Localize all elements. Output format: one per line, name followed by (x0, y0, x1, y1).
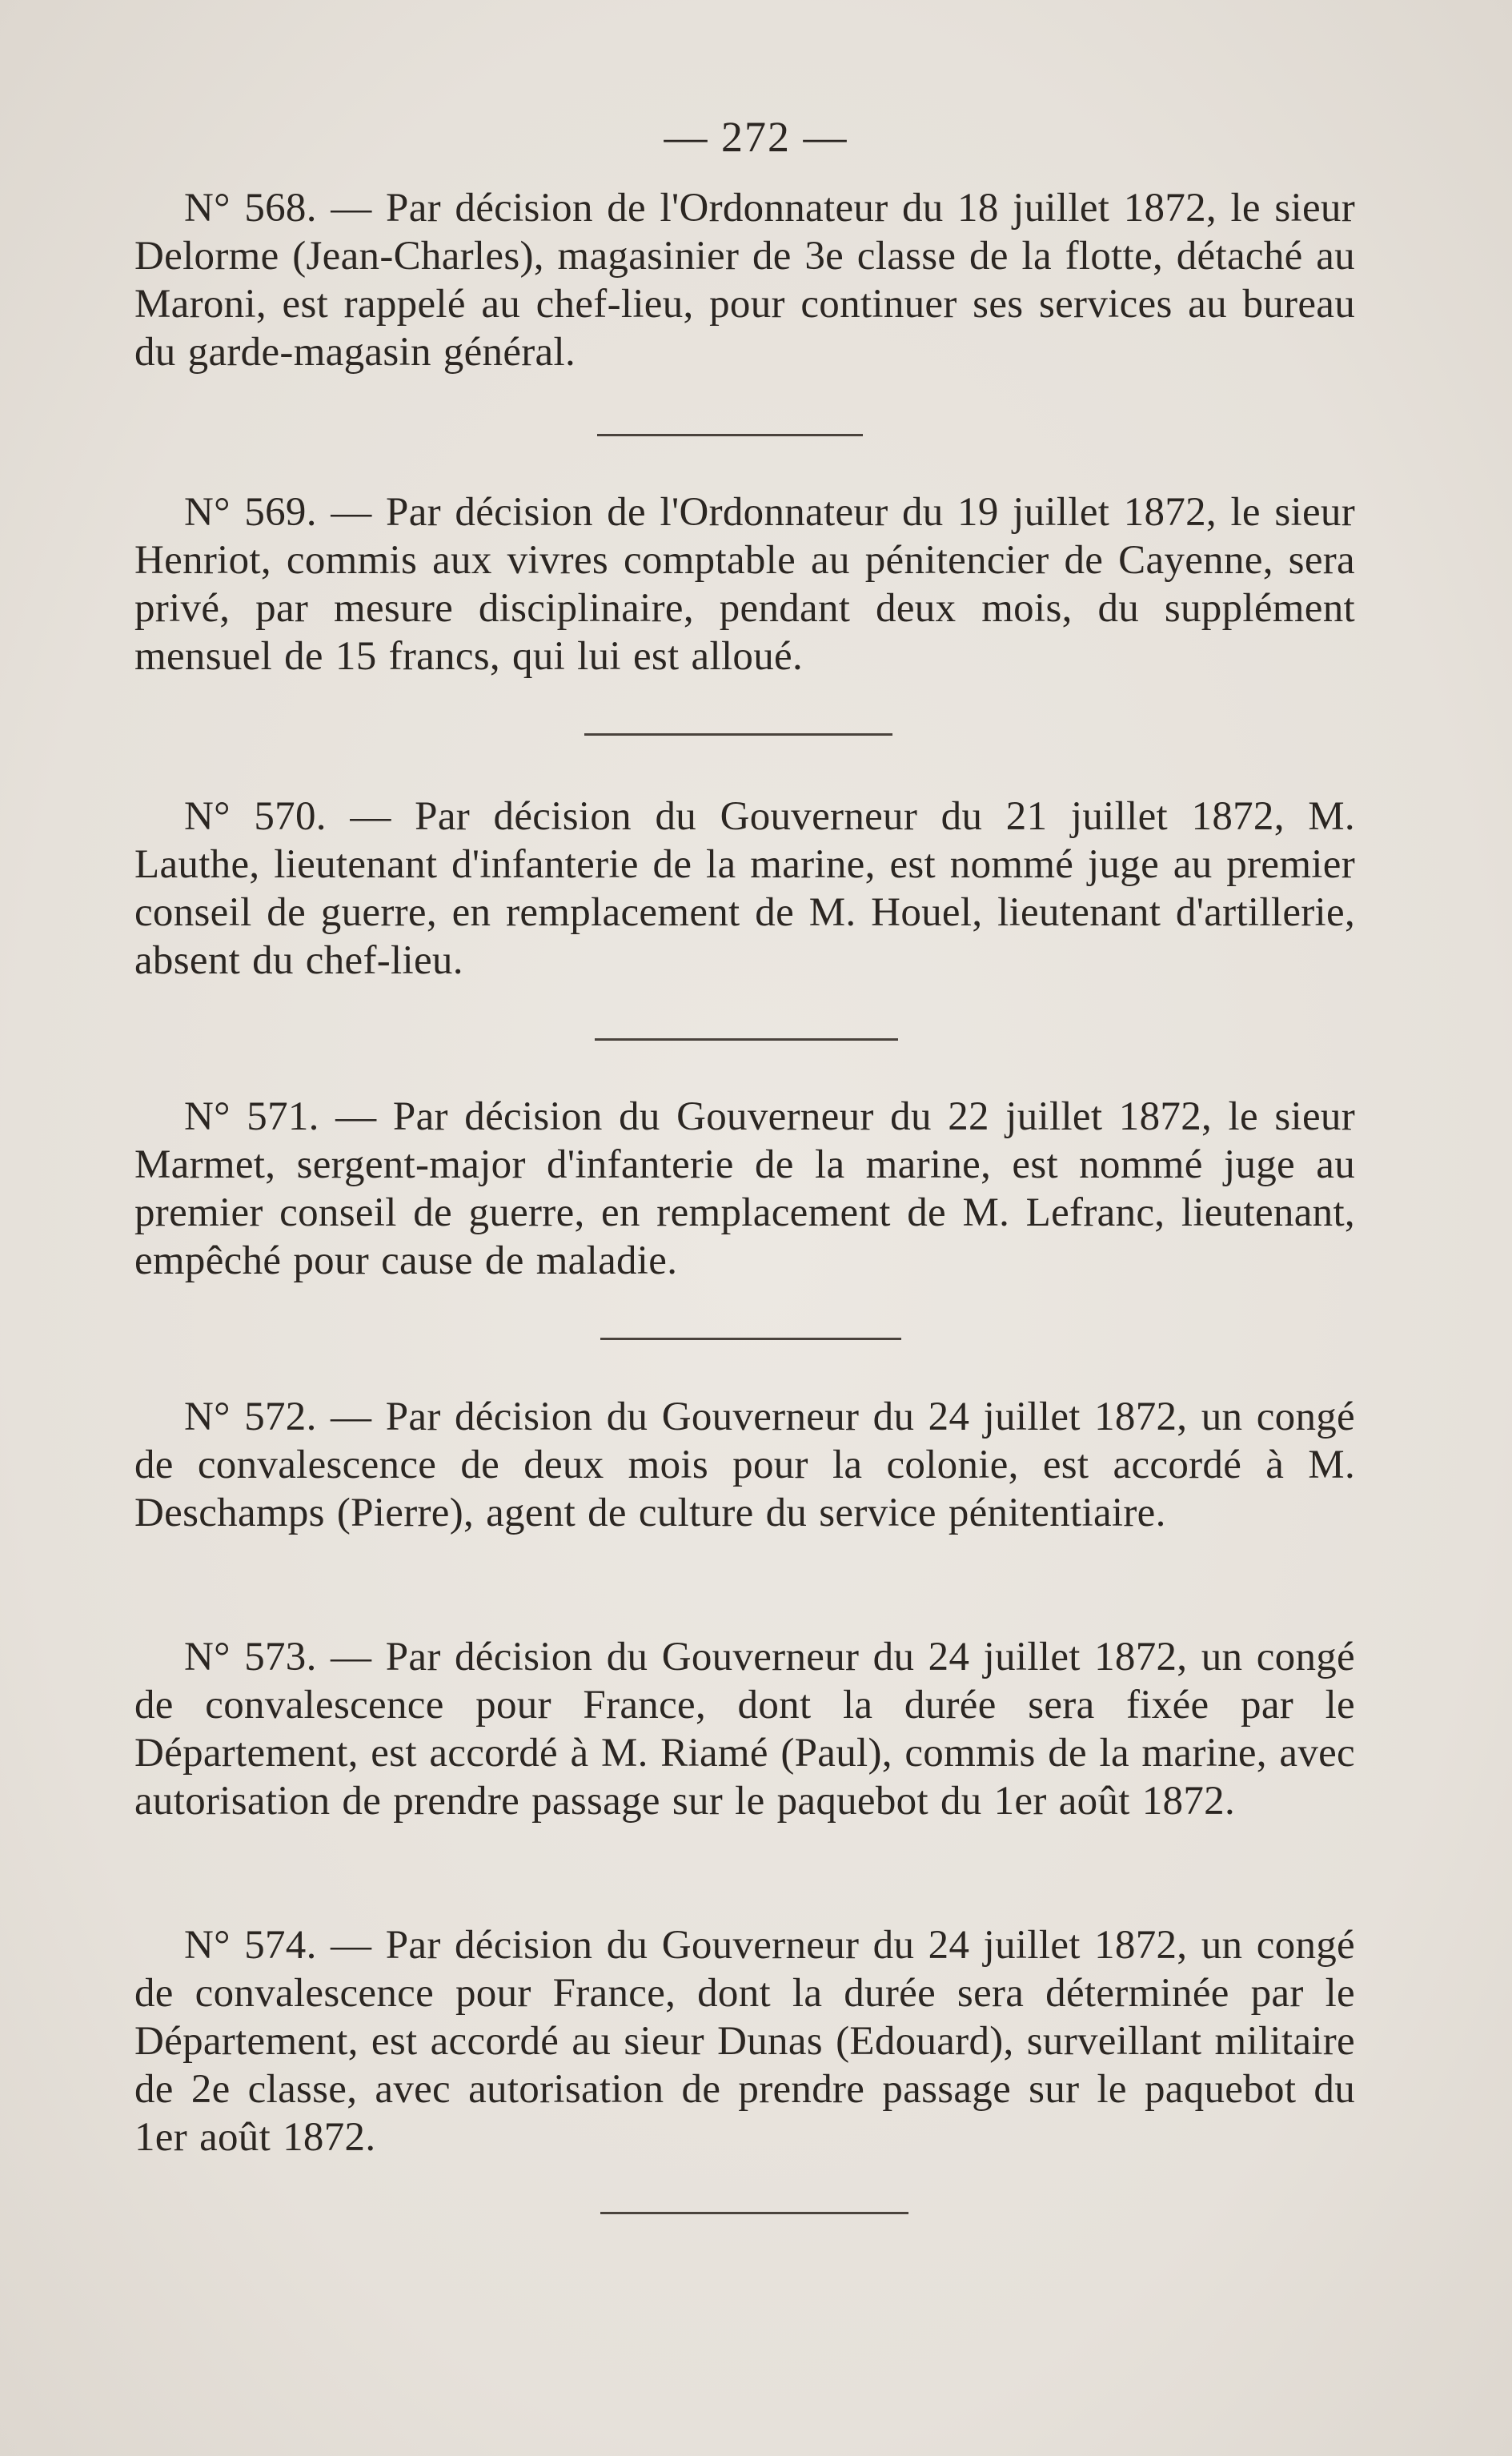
decision-entry-571 (134, 1093, 1355, 1285)
separator-rule (600, 1338, 901, 1340)
decision-text: N° 568. — Par décision de l'Ordonnateur du 18 juillet 1872, le sieur Delorme (Jean-Charles), magasinier de 3e classe de la flotte, détaché au Maroni, est rappelé au chef-lieu, pour continuer ses services au bureau du garde-magasin général. (134, 186, 1355, 375)
decision-text: N° 573. — Par décision du Gouverneur du 24 juillet 1872, un congé de convalescence pour France, dont la durée sera fixée par le Département, est accordé à M. Riamé (Paul), commis de la marine, avec autorisation de prendre passage sur le paquebot du 1er août 1872. (134, 1635, 1355, 1824)
decision-entry-569 (134, 488, 1355, 680)
decision-entry-570 (134, 793, 1355, 985)
decision-text: N° 569. — Par décision de l'Ordonnateur du 19 juillet 1872, le sieur Henriot, commis aux vivres comptable au pénitencier de Cayenne, sera privé, par mesure disciplinaire, pendant deux mois, du supplément mensuel de 15 francs, qui lui est alloué. (134, 490, 1355, 679)
decision-text: N° 572. — Par décision du Gouverneur du 24 juillet 1872, un congé de convalescence de deux mois pour la colonie, est accordé à M. Deschamps (Pierre), agent de culture du service pénitentiaire. (134, 1395, 1355, 1535)
decision-text: N° 571. — Par décision du Gouverneur du 22 juillet 1872, le sieur Marmet, sergent-major d'infanterie de la marine, est nommé juge au premier conseil de guerre, en remplacement de M. Lefranc, lieutenant, empêché pour cause de maladie. (134, 1094, 1355, 1283)
page-number: — 272 — (664, 113, 848, 161)
separator-rule (597, 434, 863, 436)
decision-entry-572 (134, 1393, 1355, 1537)
decision-text: N° 570. — Par décision du Gouverneur du 21 juillet 1872, M. Lauthe, lieutenant d'infanterie de la marine, est nommé juge au premier conseil de guerre, en remplacement de M. Houel, lieutenant d'artillerie, absent du chef-lieu. (134, 794, 1355, 983)
separator-rule (600, 2212, 908, 2214)
decision-entry-574 (134, 1921, 1355, 2161)
decision-text: N° 574. — Par décision du Gouverneur du 24 juillet 1872, un congé de convalescence pour France, dont la durée sera déterminée par le Département, est accordé au sieur Dunas (Edouard), surveillant militaire de 2e classe, avec autorisation de prendre passage sur le paquebot du 1er août 1872. (134, 1923, 1355, 2160)
decision-entry-568 (134, 184, 1355, 376)
separator-rule (595, 1038, 898, 1041)
separator-rule (584, 733, 892, 736)
decision-entry-573 (134, 1633, 1355, 1825)
